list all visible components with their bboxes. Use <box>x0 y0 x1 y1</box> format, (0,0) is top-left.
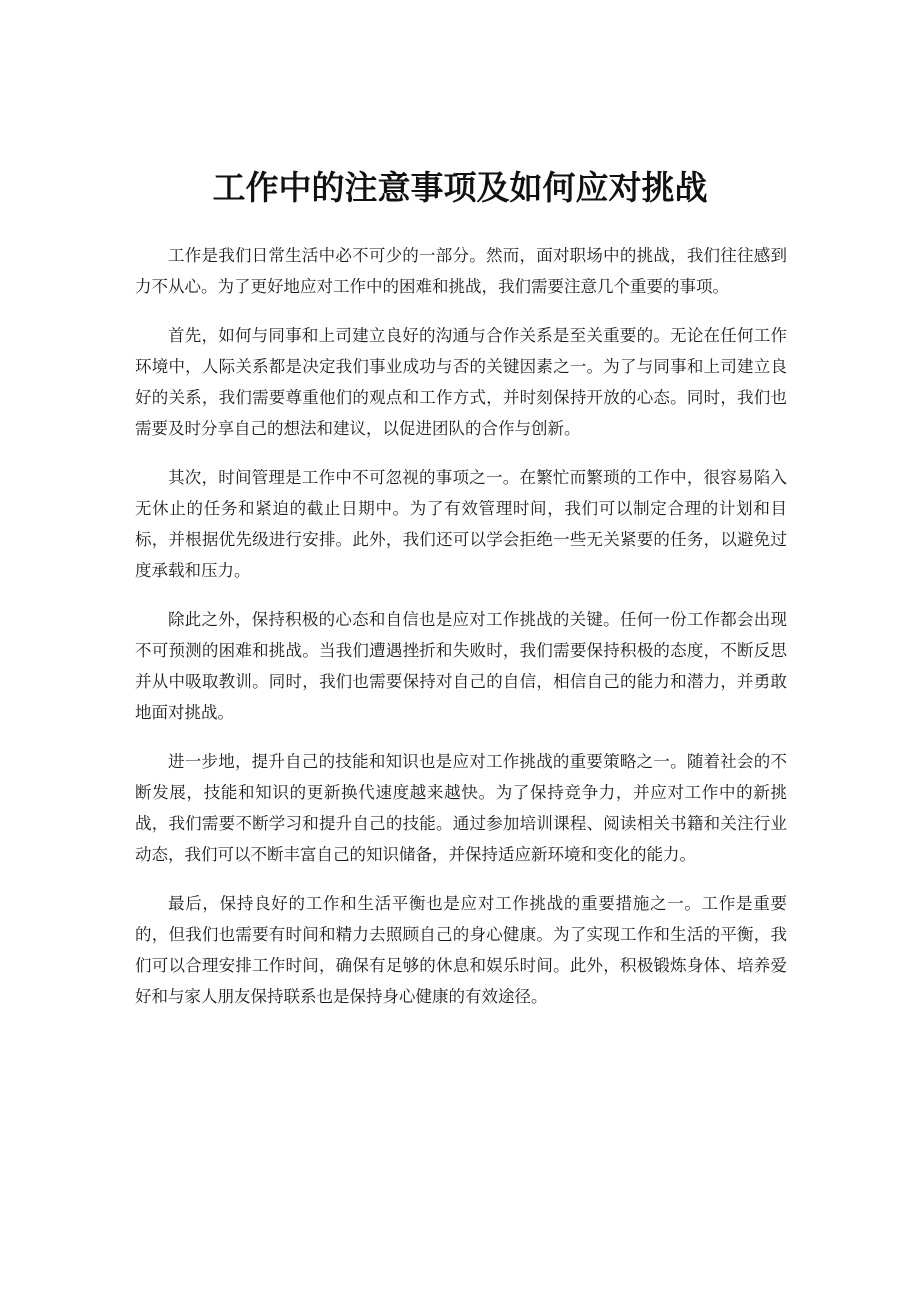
paragraph: 首先，如何与同事和上司建立良好的沟通与合作关系是至关重要的。无论在任何工作环境中，人际关系都是决定我们事业成功与否的关键因素之一。为了与同事和上司建立良好的关系，我们需要尊重他们的观点和工作方式，并时刻保持开放的心态。同时，我们也需要及时分享自己的想法和建议，以促进团队的合作与创新。 <box>135 326 787 438</box>
paragraph: 工作是我们日常生活中必不可少的一部分。然而，面对职场中的挑战，我们往往感到力不从心。为了更好地应对工作中的困难和挑战，我们需要注意几个重要的事项。 <box>135 246 787 296</box>
document-title: 工作中的注意事项及如何应对挑战 <box>212 168 708 207</box>
paragraph: 其次，时间管理是工作中不可忽视的事项之一。在繁忙而繁琐的工作中，很容易陷入无休止的任务和紧迫的截止日期中。为了有效管理时间，我们可以制定合理的计划和目标，并根据优先级进行安排。此外，我们还可以学会拒绝一些无关紧要的任务，以避免过度承载和压力。 <box>135 468 787 580</box>
paragraph: 最后，保持良好的工作和生活平衡也是应对工作挑战的重要措施之一。工作是重要的，但我们也需要有时间和精力去照顾自己的身心健康。为了实现工作和生活的平衡，我们可以合理安排工作时间，确保有足够的休息和娱乐时间。此外，积极锻炼身体、培养爱好和与家人朋友保持联系也是保持身心健康的有效途径。 <box>135 894 787 1006</box>
paragraph: 进一步地，提升自己的技能和知识也是应对工作挑战的重要策略之一。随着社会的不断发展，技能和知识的更新换代速度越来越快。为了保持竞争力，并应对工作中的新挑战，我们需要不断学习和提升自己的技能。通过参加培训课程、阅读相关书籍和关注行业动态，我们可以不断丰富自己的知识储备，并保持适应新环境和变化的能力。 <box>135 752 787 864</box>
document-body <box>135 240 787 1030</box>
paragraph: 除此之外，保持积极的心态和自信也是应对工作挑战的关键。任何一份工作都会出现不可预测的困难和挑战。当我们遭遇挫折和失败时，我们需要保持积极的态度，不断反思并从中吸取教训。同时，我们也需要保持对自己的自信，相信自己的能力和潜力，并勇敢地面对挑战。 <box>135 610 787 722</box>
